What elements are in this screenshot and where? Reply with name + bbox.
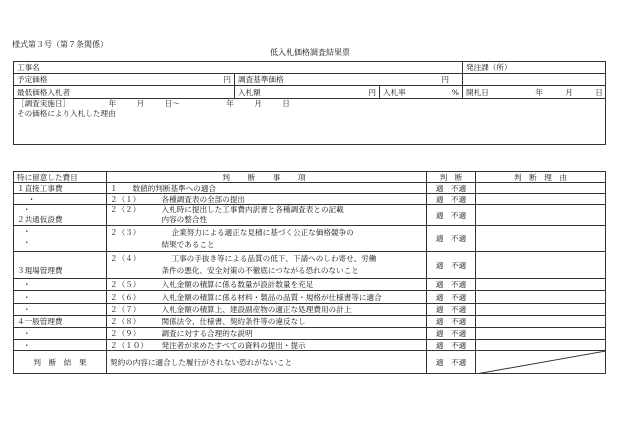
item-text: 工事の手抜き等による品質の低下、下請へのしわ寄せ、労働 条件の悪化、安全対策の不徹底につながる恐れのないこと <box>159 252 427 279</box>
reason-for-price-field: その価格により入札した理由 <box>14 109 606 145</box>
table-row <box>14 304 606 316</box>
table-row <box>14 194 606 205</box>
judgment-choice[interactable]: 適 不適 <box>427 328 476 340</box>
item-number: ２（９） <box>107 328 159 340</box>
item-text: 入札金額の積算上、建設副産物の適正な処理費用の計上 <box>159 304 427 316</box>
cost-bullet: ・ <box>14 340 107 351</box>
table-row <box>14 328 606 340</box>
opening-date-field: 開札日 年 月 日 <box>463 86 606 99</box>
judgment-choice[interactable]: 適 不適 <box>427 205 476 226</box>
cost-bullet: ・ <box>14 328 107 340</box>
result-reason-crossed <box>476 351 606 374</box>
diagonal-line <box>476 351 606 374</box>
item-number: ２（６） <box>107 291 159 304</box>
survey-standard-price-field: 調査基準価格 円 <box>235 74 463 86</box>
table-row <box>14 205 606 226</box>
bid-amount-field: 入札額 円 <box>235 86 380 99</box>
item-number: ２（５） <box>107 279 159 291</box>
judgment-choice[interactable]: 適 不適 <box>427 279 476 291</box>
judgment-choice[interactable]: 適 不適 <box>427 291 476 304</box>
table-row <box>14 252 606 279</box>
item-number: ２（４） <box>107 252 159 279</box>
item-text: 入札金額の積算に係る数量が設計数量を充足 <box>159 279 427 291</box>
cost-cell: ・ ・ <box>14 226 107 252</box>
table-row <box>14 291 606 304</box>
judgment-table <box>13 171 606 374</box>
table-row <box>14 316 606 328</box>
judgment-choice[interactable]: 適 不適 <box>427 194 476 205</box>
cost-bullet: ・ <box>14 291 107 304</box>
judgment-choice[interactable]: 適 不適 <box>427 226 476 252</box>
result-label: 判 断 結 果 <box>14 351 107 374</box>
header-judgment: 判 断 <box>427 172 476 183</box>
bid-rate-field: 入札率 % <box>380 86 463 99</box>
item-text: 入札時に提出した工事費内訳書と各種調査表との記載 内容の整合性 <box>159 205 427 226</box>
cost-category: ４一般管理費 <box>14 316 107 328</box>
cost-bullet: ・ <box>14 304 107 316</box>
item-number: ２（３） <box>107 226 159 252</box>
header-judgment-reason: 判 断 理 由 <box>476 172 606 183</box>
item-text: 数値的判断基準への適合 <box>130 183 427 194</box>
item-text: 発注者が求めたすべての資料の提出・提示 <box>159 340 427 351</box>
result-text: 契約の内容に適合した履行がされない恐れがないこと <box>107 351 427 374</box>
item-number: ２（１０） <box>107 340 159 351</box>
table-row <box>14 279 606 291</box>
table-row <box>14 340 606 351</box>
ordering-dept-label: 発注課（所） <box>463 62 606 74</box>
result-choice[interactable]: 適 不適 <box>427 351 476 374</box>
form-title: 低入札価格調査結果票 <box>270 48 350 57</box>
header-cost-item: 特に留意した費目 <box>14 172 107 183</box>
planned-price-field: 予定価格 円 <box>14 74 235 86</box>
cost-category: ３現場管理費 <box>14 252 107 279</box>
item-number: ２（２） <box>107 205 159 226</box>
item-text: 関係法令、仕様書、契約条件等の違反なし <box>159 316 427 328</box>
table-row <box>14 226 606 252</box>
info-table <box>13 61 606 145</box>
table-row <box>14 183 606 194</box>
judgment-choice[interactable]: 適 不適 <box>427 304 476 316</box>
header-judgment-items: 判 断 事 項 <box>107 172 427 183</box>
survey-date-field: ［調査実施日］ 年 月 日～ 年 月 日 <box>14 99 606 109</box>
judgment-choice[interactable]: 適 不適 <box>427 316 476 328</box>
cost-bullet: ・ <box>14 194 107 205</box>
cost-bullet: ・ <box>14 279 107 291</box>
item-number: １ <box>107 183 130 194</box>
item-number: ２（１） <box>107 194 159 205</box>
judgment-choice[interactable]: 適 不適 <box>427 252 476 279</box>
lowest-bidder-label: 最低価格入札者 <box>14 86 235 99</box>
judgment-choice[interactable]: 適 不適 <box>427 183 476 194</box>
item-text: 各種調査表の全部の提出 <box>159 194 427 205</box>
item-text: 調査に対する合理的な説明 <box>159 328 427 340</box>
result-row <box>14 351 606 374</box>
form-number: 様式第３号（第７条関係） <box>12 40 108 49</box>
item-number: ２（８） <box>107 316 159 328</box>
cost-cell: ・ ２共通仮設費 <box>14 205 107 226</box>
item-text: 企業努力による適正な見積に基づく公正な価格競争の 結果であること <box>159 226 427 252</box>
cost-category: １直接工事費 <box>14 183 107 194</box>
item-text: 入札金額の積算に係る材料・製品の品質・規格が仕様書等に適合 <box>159 291 427 304</box>
project-name-label: 工事名 <box>14 62 463 74</box>
item-number: ２（７） <box>107 304 159 316</box>
judgment-choice[interactable]: 適 不適 <box>427 340 476 351</box>
